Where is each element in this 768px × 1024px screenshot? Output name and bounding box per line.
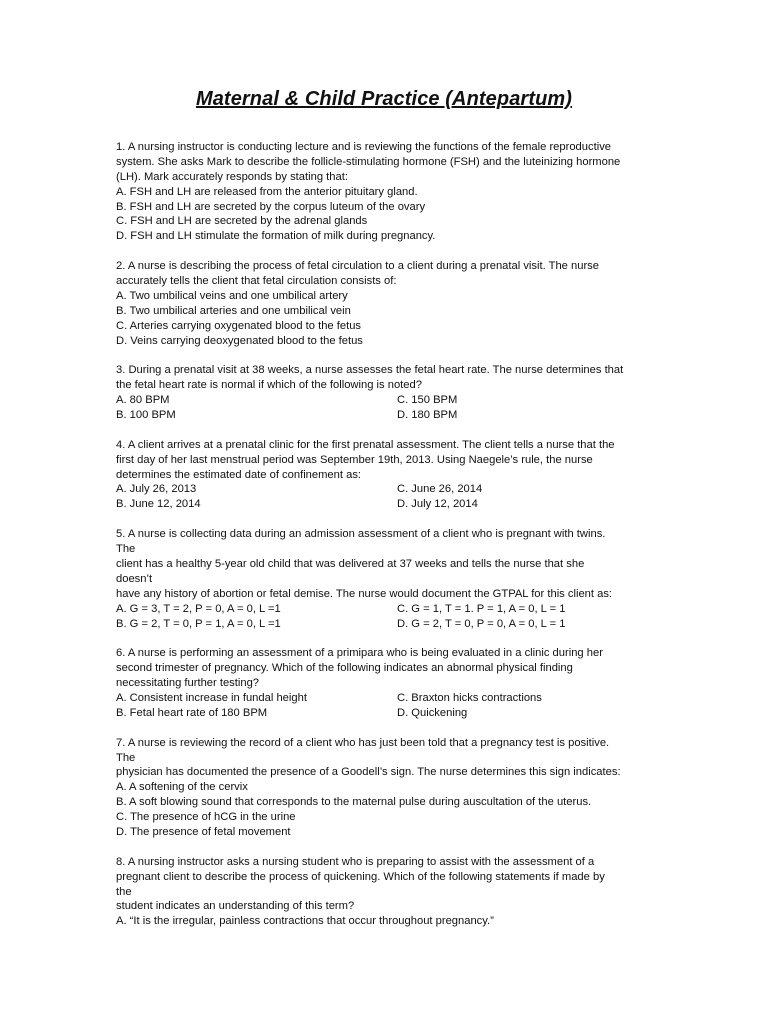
answer-option-a: A. Two umbilical veins and one umbilical artery — [116, 289, 348, 302]
answer-option-b: B. 100 BPM — [116, 409, 176, 422]
question-stem-line: have any history of abortion or fetal demise. The nurse would document the GTPAL for this client as: — [116, 587, 613, 600]
answer-option-a: A. “It is the irregular, painless contractions that occur throughout pregnancy.” — [116, 915, 494, 928]
question-stem-line: second trimester of pregnancy. Which of the following indicates an abnormal physical finding — [116, 662, 573, 675]
answer-option-d: D. Veins carrying deoxygenated blood to the fetus — [116, 334, 363, 347]
question-stem-line: the — [116, 885, 132, 898]
answer-option-a: A. Consistent increase in fundal height — [116, 691, 307, 704]
question-stem-line: pregnant client to describe the process of quickening. Which of the following statements if made by — [116, 870, 605, 883]
answer-option-row — [116, 602, 656, 617]
question-5 — [116, 527, 656, 631]
answer-option-row — [116, 482, 656, 497]
question-2 — [116, 259, 656, 348]
question-6 — [116, 646, 656, 720]
answer-option-row — [116, 393, 656, 408]
question-stem-line: The — [116, 751, 136, 764]
question-list — [116, 140, 656, 929]
answer-option-b: B. A soft blowing sound that corresponds to the maternal pulse during auscultation of the uterus. — [116, 796, 592, 809]
question-stem-line: (LH). Mark accurately responds by stating that: — [116, 170, 348, 183]
question-3 — [116, 363, 656, 423]
answer-option-row — [116, 706, 656, 721]
answer-option-d: D. FSH and LH stimulate the formation of milk during pregnancy. — [116, 230, 436, 243]
question-stem-line: first day of her last menstrual period was September 19th, 2013. Using Naegele’s rule, the nurse — [116, 453, 593, 466]
question-stem-line: the fetal heart rate is normal if which of the following is noted? — [116, 379, 422, 392]
question-stem-line: student indicates an understanding of this term? — [116, 900, 355, 913]
question-1 — [116, 140, 656, 244]
question-stem-line: 7. A nurse is reviewing the record of a client who has just been told that a pregnancy test is positive. — [116, 736, 610, 749]
answer-option-c: C. Arteries carrying oxygenated blood to the fetus — [116, 319, 362, 332]
question-stem-line: client has a healthy 5-year old child that was delivered at 37 weeks and tells the nurse that she — [116, 557, 585, 570]
answer-option-b: B. FSH and LH are secreted by the corpus luteum of the ovary — [116, 200, 426, 213]
question-stem-line: necessitating further testing? — [116, 677, 260, 690]
answer-option-row — [116, 691, 656, 706]
answer-option-c: C. FSH and LH are secreted by the adrenal glands — [116, 215, 368, 228]
question-stem-line: accurately tells the client that fetal circulation consists of: — [116, 275, 397, 288]
answer-option-c: C. June 26, 2014 — [397, 483, 483, 496]
answer-option-d: D. The presence of fetal movement — [116, 825, 291, 838]
answer-option-d: D. Quickening — [397, 706, 468, 719]
answer-option-d: D. G = 2, T = 0, P = 0, A = 0, L = 1 — [397, 617, 566, 630]
answer-option-c: C. G = 1, T = 1. P = 1, A = 0, L = 1 — [397, 602, 566, 615]
question-stem-line: 8. A nursing instructor asks a nursing student who is preparing to assist with the assessment of a — [116, 855, 595, 868]
answer-option-row — [116, 408, 656, 423]
answer-option-d: D. 180 BPM — [397, 409, 458, 422]
question-8 — [116, 855, 656, 929]
answer-option-b: B. Two umbilical arteries and one umbilical vein — [116, 304, 351, 317]
answer-option-b: B. June 12, 2014 — [116, 498, 201, 511]
answer-option-a: A. G = 3, T = 2, P = 0, A = 0, L =1 — [116, 602, 281, 615]
question-stem-line: system. She asks Mark to describe the follicle-stimulating hormone (FSH) and the luteinizing hormone — [116, 155, 621, 168]
answer-option-row — [116, 497, 656, 512]
question-stem-line: 6. A nurse is performing an assessment of a primipara who is being evaluated in a clinic during her — [116, 647, 603, 660]
question-stem-line: doesn’t — [116, 572, 153, 585]
answer-option-c: C. The presence of hCG in the urine — [116, 811, 296, 824]
question-stem-line: physician has documented the presence of a Goodell’s sign. The nurse determines this sign indicates: — [116, 766, 621, 779]
question-stem-line: 1. A nursing instructor is conducting lecture and is reviewing the functions of the female reproductive — [116, 141, 612, 153]
question-stem-line: 3. During a prenatal visit at 38 weeks, a nurse assesses the fetal heart rate. The nurse determines that — [116, 364, 624, 377]
question-stem-line: 4. A client arrives at a prenatal clinic for the first prenatal assessment. The client tells a nurse that the — [116, 438, 615, 451]
answer-option-d: D. July 12, 2014 — [397, 498, 478, 511]
question-7 — [116, 736, 656, 840]
answer-option-c: C. 150 BPM — [397, 394, 458, 407]
question-stem-line: 2. A nurse is describing the process of fetal circulation to a client during a prenatal visit. The nurse — [116, 260, 599, 273]
question-stem-line: determines the estimated date of confinement as: — [116, 468, 362, 481]
question-stem-line: The — [116, 543, 136, 556]
answer-option-a: A. FSH and LH are released from the anterior pituitary gland. — [116, 185, 418, 198]
question-4 — [116, 438, 656, 512]
question-stem-line: 5. A nurse is collecting data during an admission assessment of a client who is pregnant with twins. — [116, 528, 606, 541]
page-title: Maternal & Child Practice (Antepartum) — [195, 88, 573, 110]
answer-option-b: B. G = 2, T = 0, P = 1, A = 0, L =1 — [116, 617, 281, 630]
answer-option-b: B. Fetal heart rate of 180 BPM — [116, 706, 268, 719]
answer-option-a: A. A softening of the cervix — [116, 781, 248, 794]
answer-option-row — [116, 617, 656, 632]
answer-option-a: A. 80 BPM — [116, 394, 170, 407]
answer-option-a: A. July 26, 2013 — [116, 483, 197, 496]
answer-option-c: C. Braxton hicks contractions — [397, 691, 542, 704]
